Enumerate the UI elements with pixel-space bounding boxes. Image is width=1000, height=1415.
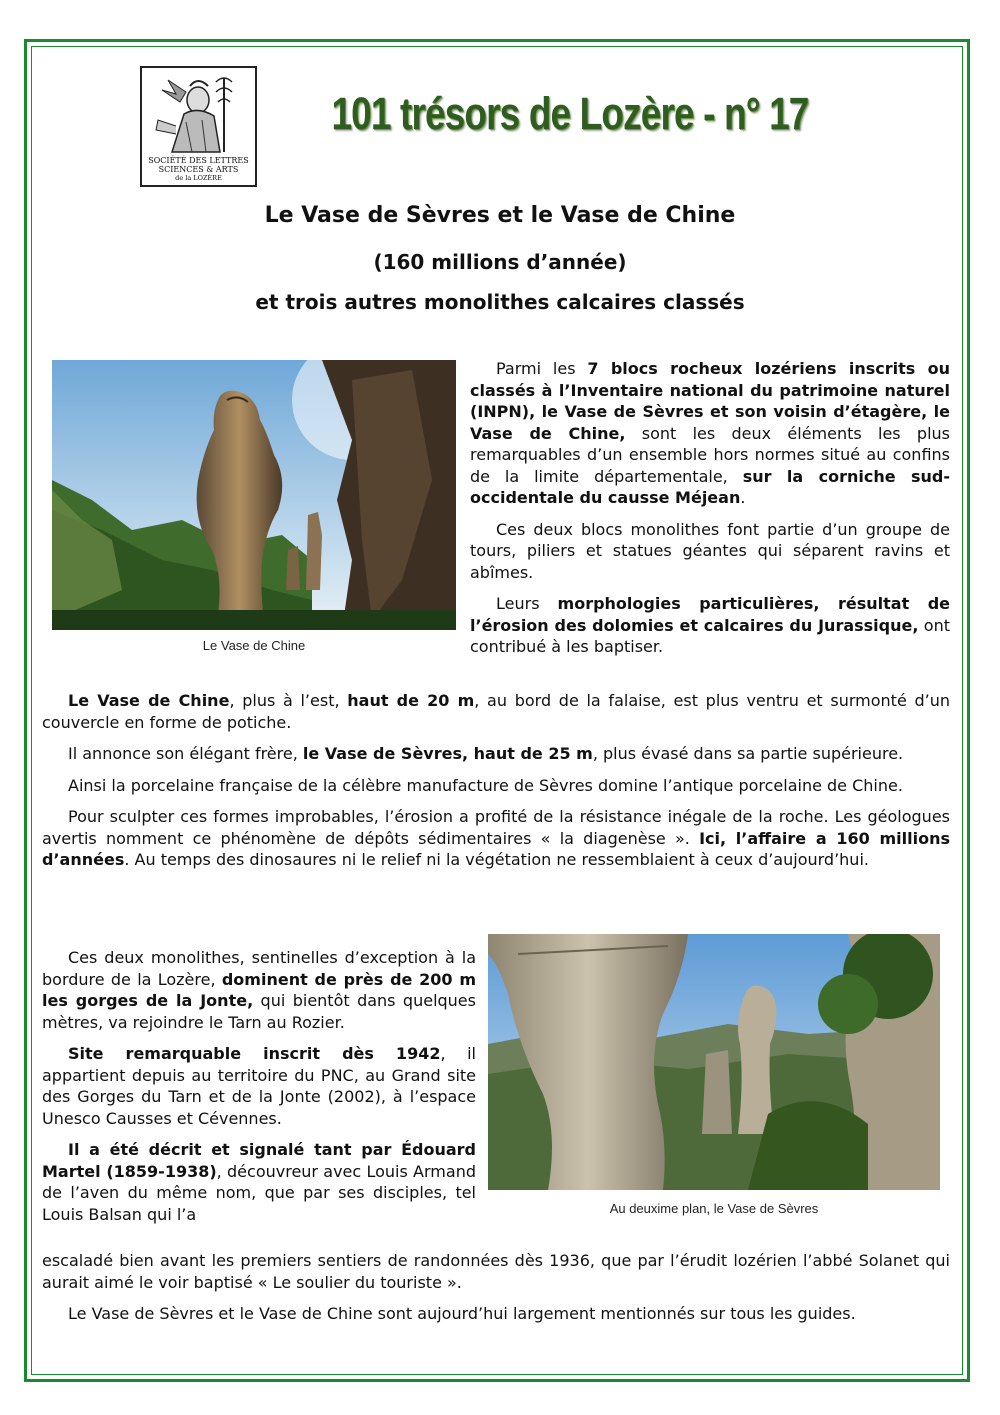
- p1-a: Parmi les: [496, 359, 588, 378]
- p1-d: sur la corniche sud-occidentale du causse Méjean: [470, 466, 950, 507]
- p5-b: le Vase de Sèvres, haut de 25 m: [302, 744, 593, 763]
- paragraph-8: [42, 947, 476, 1033]
- paragraph-7: [42, 806, 950, 871]
- paragraph-9: [42, 1043, 476, 1129]
- p8-a: Ces deux monolithes, sentinelles d’exception à la bordure de la Lozère,: [42, 948, 476, 989]
- paragraph-1: [470, 358, 950, 509]
- p8-b: dominent de près de 200 m les gorges de la Jonte,: [42, 969, 476, 1010]
- text-intro: [470, 358, 950, 658]
- logo-text-line2: SCIENCES & ARTS: [158, 165, 239, 174]
- paragraph-3: [470, 593, 950, 658]
- society-logo: [140, 66, 257, 187]
- paragraph-5: [42, 743, 950, 765]
- p1-b: 7 blocs rocheux lozériens inscrits ou classés à l’Inventaire national du patrimoine naturel (INPN), le Vase de Sèvres et son voisin d’étagère, le Vase de Chine,: [470, 359, 950, 443]
- p1-e: .: [740, 488, 746, 507]
- p3-a: Leurs: [496, 594, 558, 613]
- p7-b: Ici, l’affaire a 160 millions d’années: [42, 828, 951, 869]
- article-subtitle: et trois autres monolithes calcaires classés: [255, 290, 745, 314]
- p5-c: , plus évasé dans sa partie supérieure.: [592, 744, 904, 763]
- p10-a: Il a été décrit et signalé tant par Édouard Martel (1859-1938): [42, 1140, 476, 1181]
- photo2-caption: Au deuxime plan, le Vase de Sèvres: [609, 1201, 819, 1216]
- p5-a: Il annonce son élégant frère,: [68, 744, 303, 763]
- article-title: Le Vase de Sèvres et le Vase de Chine: [264, 203, 736, 228]
- paragraph-10-continued: escaladé bien avant les premiers sentiers de randonnées dès 1936, que par l’érudit lozérien l’abbé Solanet qui aurait aimé le voir baptisé « Le soulier du touriste ».: [42, 1251, 950, 1292]
- p7-c: . Au temps des dinosaures ni le relief ni la végétation ne ressemblaient à ceux d’aujourd’hui.: [124, 850, 869, 869]
- p9-b: , il appartient depuis au territoire du PNC, au Grand site des Gorges du Tarn et de la Jonte (2002), à l’espace Unesco Causses et Cévennes.: [42, 1044, 476, 1128]
- text-left-column: [42, 947, 476, 1225]
- p3-b: morphologies particulières, résultat de l’érosion des dolomies et calcaires du Jurassique,: [470, 594, 950, 635]
- p3-c: ont contribué à les baptiser.: [470, 615, 950, 656]
- paragraph-2: Ces deux blocs monolithes font partie d’un groupe de tours, piliers et statues géantes qui séparent ravins et abîmes.: [470, 519, 950, 582]
- p9-a: Site remarquable inscrit dès 1942: [68, 1044, 441, 1063]
- series-title: 101 trésors de Lozère - n° 17: [331, 88, 809, 139]
- photo1-caption: Le Vase de Chine: [202, 638, 306, 653]
- p1-c: sont les deux éléments les plus remarquables d’un ensemble hors normes situé au confins de la limite départementale,: [470, 423, 950, 486]
- p7-a: Pour sculpter ces formes improbables, l’érosion a profité de la résistance inégale de la roche. Les géologues avertis nomment ce phénomène de dépôts sédimentaires « la diagenèse ».: [42, 807, 950, 848]
- logo-text-line3: de la LOZÈRE: [175, 174, 222, 182]
- p4-d: , au bord de la falaise, est plus ventru et surmonté d’un couvercle en forme de potiche.: [42, 691, 951, 732]
- photo-vase-de-sevres: [488, 934, 940, 1190]
- paragraph-10: [42, 1139, 476, 1225]
- p4-a: Le Vase de Chine: [68, 691, 230, 710]
- paragraph-6: Ainsi la porcelaine française de la célèbre manufacture de Sèvres domine l’antique porcelaine de Chine.: [68, 775, 903, 795]
- text-middle: [42, 690, 950, 871]
- logo-text-line1: SOCIÉTÉ DES LETTRES: [148, 156, 249, 165]
- p4-c: haut de 20 m: [347, 691, 475, 710]
- p10-b: , découvreur avec Louis Armand de l’aven du même nom, que par ses disciples, tel Louis Balsan qui l’a: [42, 1161, 476, 1224]
- p8-c: qui bientôt dans quelques mètres, va rejoindre le Tarn au Rozier.: [42, 991, 476, 1032]
- article-age: (160 millions d’année): [373, 250, 627, 274]
- text-bottom: [42, 1250, 950, 1325]
- paragraph-4: [42, 690, 950, 733]
- photo-vase-de-chine: [52, 360, 456, 630]
- p4-b: , plus à l’est,: [229, 691, 348, 710]
- mercury-figure-icon: [146, 72, 251, 154]
- paragraph-11: Le Vase de Sèvres et le Vase de Chine sont aujourd’hui largement mentionnés sur tous les guides.: [68, 1304, 856, 1323]
